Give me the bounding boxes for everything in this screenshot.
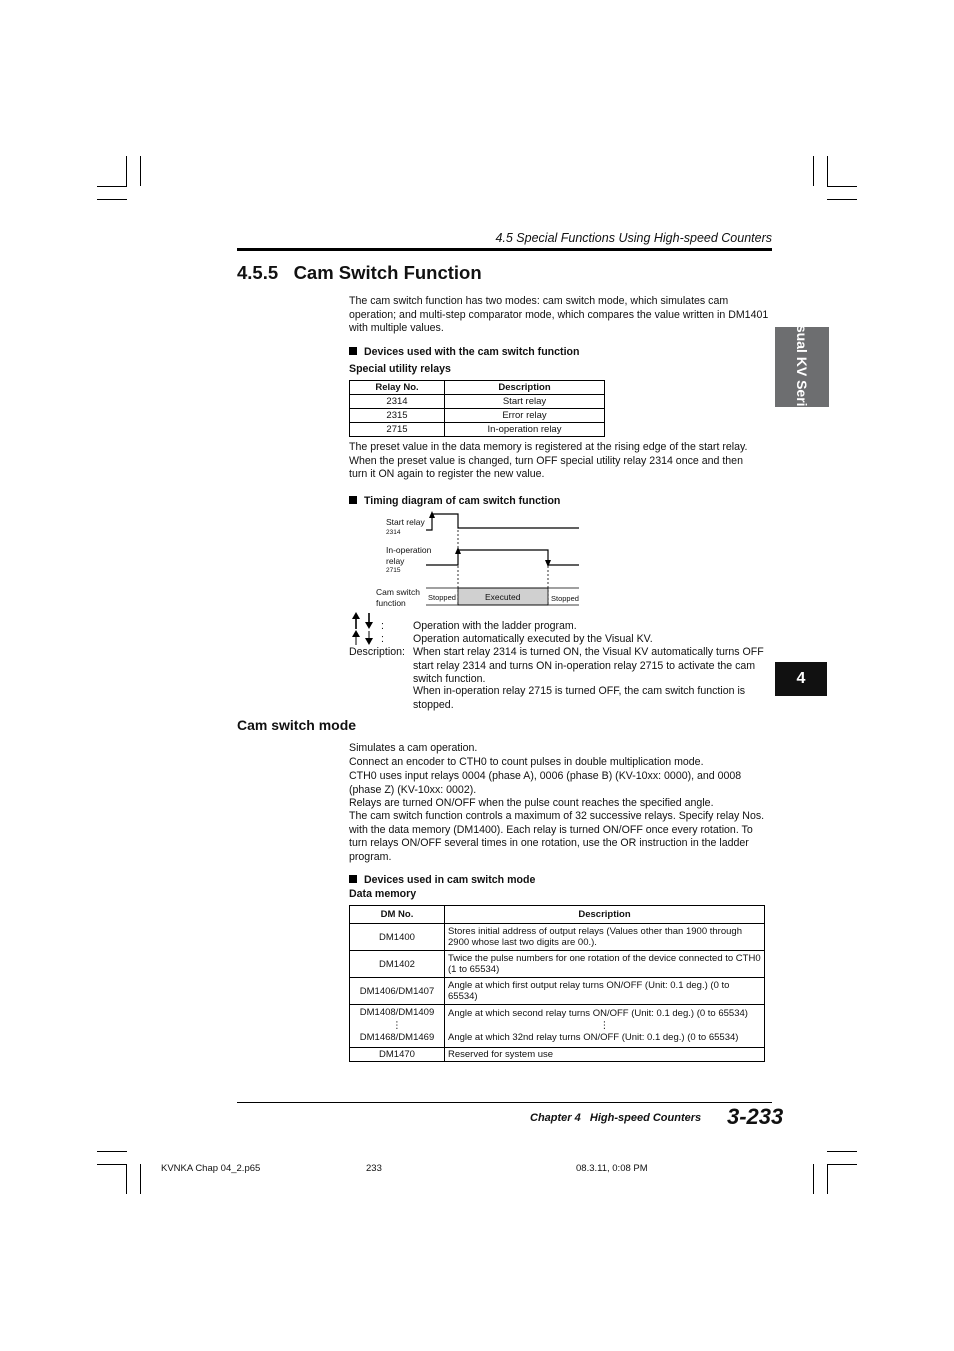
crop-mark [140,1164,141,1194]
inop-label: In-operation [386,545,432,555]
section-title: 4.5.5 Cam Switch Function [237,262,482,283]
dm-desc: Angle at which first output relay turns ON/OFF (Unit: 0.1 deg.) (0 to 65534) [445,978,765,1005]
table-header-row [350,381,605,395]
side-tab-label: Visual KV Series [794,311,810,423]
dm-no: DM1408/DM1409 [359,1007,435,1018]
square-bullet-icon [349,875,357,883]
crop-mark [97,199,127,200]
relay-no: 2315 [350,409,445,423]
start-relay-number: 2314 [386,529,401,536]
table-row [350,395,605,409]
relay-no: 2715 [350,423,445,437]
header-rule [237,248,772,251]
side-tab [775,311,829,423]
legend-ladder: Operation with the ladder program. [413,620,577,632]
table-header: Description [445,381,605,395]
cam-mode-paragraph: Simulates a cam operation. [349,742,478,754]
chapter-tab: 4 [775,662,827,696]
cam-mode-paragraph: CTH0 uses input relays 0004 (phase A), 0006 (phase B) (KV-10xx: 0000), and 0008 (phase Z) (KV-10xx: 0002). [349,770,742,796]
dm-no-range [350,1005,445,1048]
dm-no: DM1468/DM1469 [359,1032,435,1043]
table-header: Relay No. [350,381,445,395]
running-header: 4.5 Special Functions Using High-speed Counters [495,231,772,245]
relay-no: 2314 [350,395,445,409]
state-stopped: Stopped [428,593,456,602]
state-stopped: Stopped [551,594,579,603]
description-text: When in-operation relay 2715 is turned OFF, the cam switch function is stopped. [413,685,746,711]
devices-heading: Devices used with the cam switch function [349,346,579,358]
relay-desc: Start relay [445,395,605,409]
dm-desc-range [445,1005,765,1048]
crop-mark [97,1164,127,1165]
relay-desc: Error relay [445,409,605,423]
inop-relay-waveform [426,550,579,565]
legend-auto: Operation automatically executed by the Visual KV. [413,633,653,645]
print-file: KVNKA Chap 04_2.p65 [161,1163,261,1174]
crop-mark [126,1164,127,1194]
legend-colon: : [381,620,384,632]
square-bullet-icon [349,347,357,355]
description-text: When start relay 2314 is turned ON, the Visual KV automatically turns OFF start relay 2314 and turns ON in-operation relay 2715 to activate the cam switch function. [413,646,764,685]
auto-arrows-icon [350,630,376,646]
state-executed: Executed [485,592,521,602]
ladder-arrows-icon [350,612,376,630]
dm-desc: Angle at which second relay turns ON/OFF (Unit: 0.1 deg.) (0 to 65534) [448,1007,748,1019]
crop-mark [813,156,814,186]
cam-mode-title: Cam switch mode [237,717,357,733]
relay-desc: In-operation relay [445,423,605,437]
dm-desc: Twice the pulse numbers for one rotation of the device connected to CTH0 (1 to 65534) [445,951,765,978]
table-row [350,1047,765,1061]
timing-heading: Timing diagram of cam switch function [349,495,560,507]
table-row [350,423,605,437]
description-label: Description: [349,646,405,658]
inop-number: 2715 [386,567,401,574]
page-number: 3-233 [727,1104,784,1129]
dm-desc: Stores initial address of output relays (Values other than 1900 through 2900 whose last two digits are 00.). [445,924,765,951]
dm-no: DM1402 [350,951,445,978]
crop-mark [827,199,857,200]
table-row [350,951,765,978]
cam-switch-label: function [376,598,406,608]
crop-mark [813,1164,814,1194]
cam-devices-heading: Devices used in cam switch mode [349,874,535,886]
ellipsis: ⋮ [392,1019,402,1031]
crop-mark [97,1151,127,1152]
crop-mark [827,156,828,186]
chapter-footer: Chapter 4 High-speed Counters [530,1112,702,1124]
table-row [350,1005,765,1048]
cam-mode-paragraph: Connect an encoder to CTH0 to count pulses in double multiplication mode. [349,756,704,768]
square-bullet-icon [349,496,357,504]
legend-colon: : [381,633,384,645]
inop-label: relay [386,556,405,566]
crop-mark [827,1164,828,1194]
dm-no: DM1406/DM1407 [350,978,445,1005]
print-page: 233 [366,1163,382,1174]
table-header: Description [445,906,765,924]
crop-mark [97,186,127,187]
crop-mark [827,1164,857,1165]
table-header: DM No. [350,906,445,924]
cam-switch-label: Cam switch [376,587,420,597]
table-row [350,978,765,1005]
cam-mode-paragraph: Relays are turned ON/OFF when the pulse count reaches the specified angle. [349,797,714,809]
footer-rule [237,1102,772,1103]
dm-no: DM1470 [350,1047,445,1061]
table-header-row [350,906,765,924]
start-relay-waveform [426,514,579,530]
table-row [350,924,765,951]
print-timestamp: 08.3.11, 0:08 PM [576,1163,648,1174]
table-row [350,409,605,423]
dm-heading: Data memory [349,888,417,900]
relays-heading: Special utility relays [349,363,451,375]
crop-mark [827,186,857,187]
dm-desc: Angle at which 32nd relay turns ON/OFF (Unit: 0.1 deg.) (0 to 65534) [448,1031,739,1043]
relay-table [349,380,605,437]
start-relay-label: Start relay [386,517,425,527]
crop-mark [140,156,141,186]
dm-table [349,905,765,1062]
ellipsis: ⋮ [599,1019,610,1031]
crop-mark [126,156,127,186]
preset-paragraph: The preset value in the data memory is registered at the rising edge of the start relay. When the preset value is changed, turn OFF special utility relay 2314 once and then turn it ON again to register the new value. [349,441,748,480]
dm-no: DM1400 [350,924,445,951]
crop-mark [827,1151,857,1152]
intro-paragraph: The cam switch function has two modes: cam switch mode, which simulates cam operation; and multi-step comparator mode, which compares the value written in DM1401 with multiple values. [349,295,769,334]
dm-desc: Reserved for system use [445,1047,765,1061]
cam-mode-paragraph: The cam switch function controls a maximum of 32 successive relays. Specify relay Nos. with the data memory (DM1400). Each relay is turned ON/OFF once every rotation. To turn relays ON/OFF several times in one rotation, use the OR instruction in the ladder program. [349,810,765,863]
